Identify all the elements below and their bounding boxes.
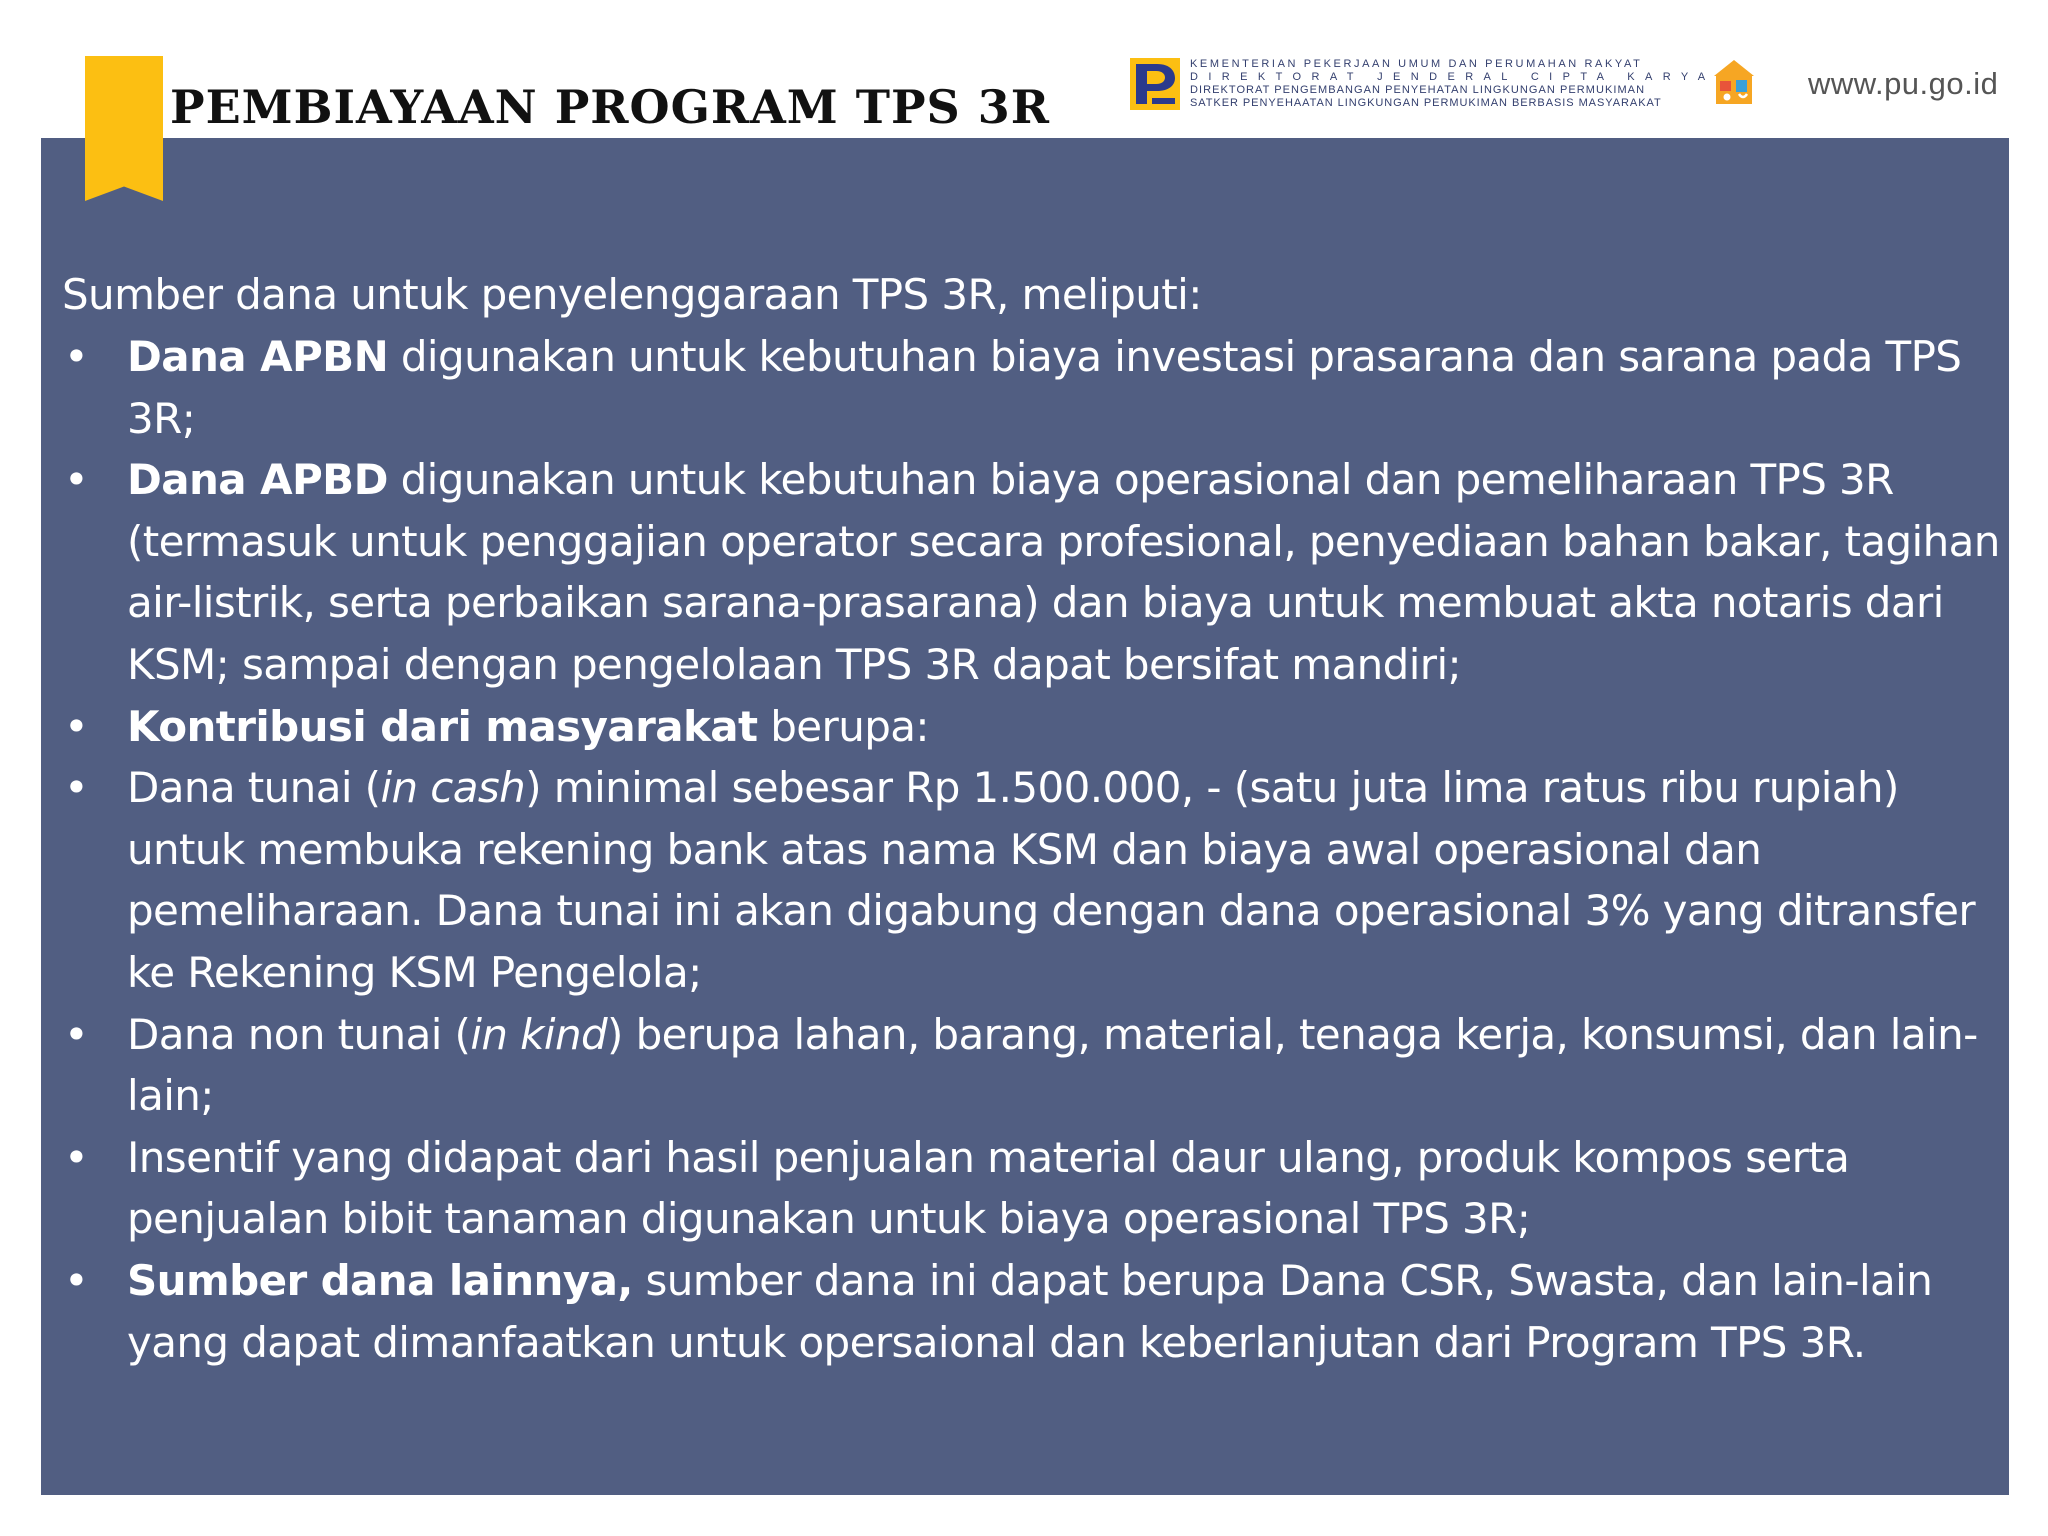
list-item bbox=[62, 449, 2012, 695]
item-text: Insentif yang didapat dari hasil penjualan material daur ulang, produk kompos serta penjualan bibit tanaman digunakan untuk biaya operasional TPS 3R; bbox=[127, 1132, 1850, 1244]
item-lead: Dana APBD bbox=[127, 455, 388, 505]
satker-line: SATKER PENYEHAATAN LINGKUNGAN PERMUKIMAN BERBASIS MASYARAKAT bbox=[1190, 97, 1662, 109]
intro-text: Sumber dana untuk penyelenggaraan TPS 3R, meliputi: bbox=[62, 270, 1202, 319]
bookmark-ribbon-icon bbox=[85, 56, 163, 201]
list-item bbox=[62, 696, 2012, 758]
list-item bbox=[62, 757, 2012, 1003]
item-emphasis: in kind bbox=[470, 1009, 608, 1059]
house-logo-icon bbox=[1712, 58, 1756, 106]
bullet-marker: • bbox=[64, 1009, 89, 1059]
bullet-marker: • bbox=[64, 1255, 89, 1305]
bullet-marker: • bbox=[64, 1132, 89, 1182]
item-text: digunakan untuk kebutuhan biaya operasional dan pemeliharaan TPS 3R (termasuk untuk penggajian operator secara profesional, penyediaan bahan bakar, tagihan air-listrik, serta perbaikan sarana-prasarana) dan biaya untuk membuat akta notaris dari KSM; sampai dengan pengelolaan TPS 3R dapat bersifat mandiri; bbox=[127, 455, 2000, 689]
list-item bbox=[62, 1127, 2012, 1250]
item-lead: Kontribusi dari masyarakat bbox=[127, 701, 758, 751]
item-text: ) berupa lahan, barang, material, tenaga kerja, konsumsi, dan lain-lain; bbox=[127, 1009, 1978, 1121]
bullet-marker: • bbox=[64, 763, 89, 813]
item-emphasis: in cash bbox=[380, 763, 526, 813]
bullet-marker: • bbox=[64, 701, 89, 751]
directorate-line: DIREKTORAT PENGEMBANGAN PENYEHATAN LINGKUNGAN PERMUKIMAN bbox=[1190, 84, 1646, 96]
bullet-marker: • bbox=[64, 332, 89, 381]
item-text: ) minimal sebesar Rp 1.500.000, - (satu juta lima ratus ribu rupiah) untuk membuka rekening bank atas nama KSM dan biaya awal operasional dan pemeliharaan. Dana tunai ini akan digabung dengan dana operasional 3% yang ditransfer ke Rekening KSM Pengelola; bbox=[127, 763, 1976, 997]
item-prefix: Dana tunai ( bbox=[127, 763, 381, 813]
list-item bbox=[62, 326, 2012, 449]
list-item bbox=[62, 1250, 2012, 1373]
item-text: sumber dana ini dapat berupa Dana CSR, Swasta, dan lain-lain yang dapat dimanfaatkan untuk opersaional dan keberlanjutan dari Program TPS 3R. bbox=[127, 1255, 1933, 1367]
ministry-text-block bbox=[1190, 58, 1716, 110]
funding-source-list bbox=[62, 326, 2012, 1373]
list-item bbox=[62, 1004, 2012, 1127]
pu-ministry-logo-icon bbox=[1130, 58, 1180, 110]
directorate-general-line: DIREKTORAT JENDERAL CIPTA KARYA bbox=[1190, 71, 1716, 83]
item-prefix: Dana non tunai ( bbox=[127, 1009, 471, 1059]
item-text: digunakan untuk kebutuhan biaya investasi prasarana dan sarana pada TPS 3R; bbox=[127, 332, 1962, 443]
page-title: PEMBIAYAAN PROGRAM TPS 3R bbox=[170, 80, 1051, 134]
ministry-line: KEMENTERIAN PEKERJAAN UMUM DAN PERUMAHAN RAKYAT bbox=[1190, 58, 1643, 70]
bullet-marker: • bbox=[64, 455, 89, 505]
item-lead: Sumber dana lainnya, bbox=[127, 1255, 633, 1305]
item-lead: Dana APBN bbox=[127, 332, 389, 381]
website-url[interactable]: www.pu.go.id bbox=[1808, 66, 1999, 101]
item-text: berupa: bbox=[757, 701, 929, 751]
